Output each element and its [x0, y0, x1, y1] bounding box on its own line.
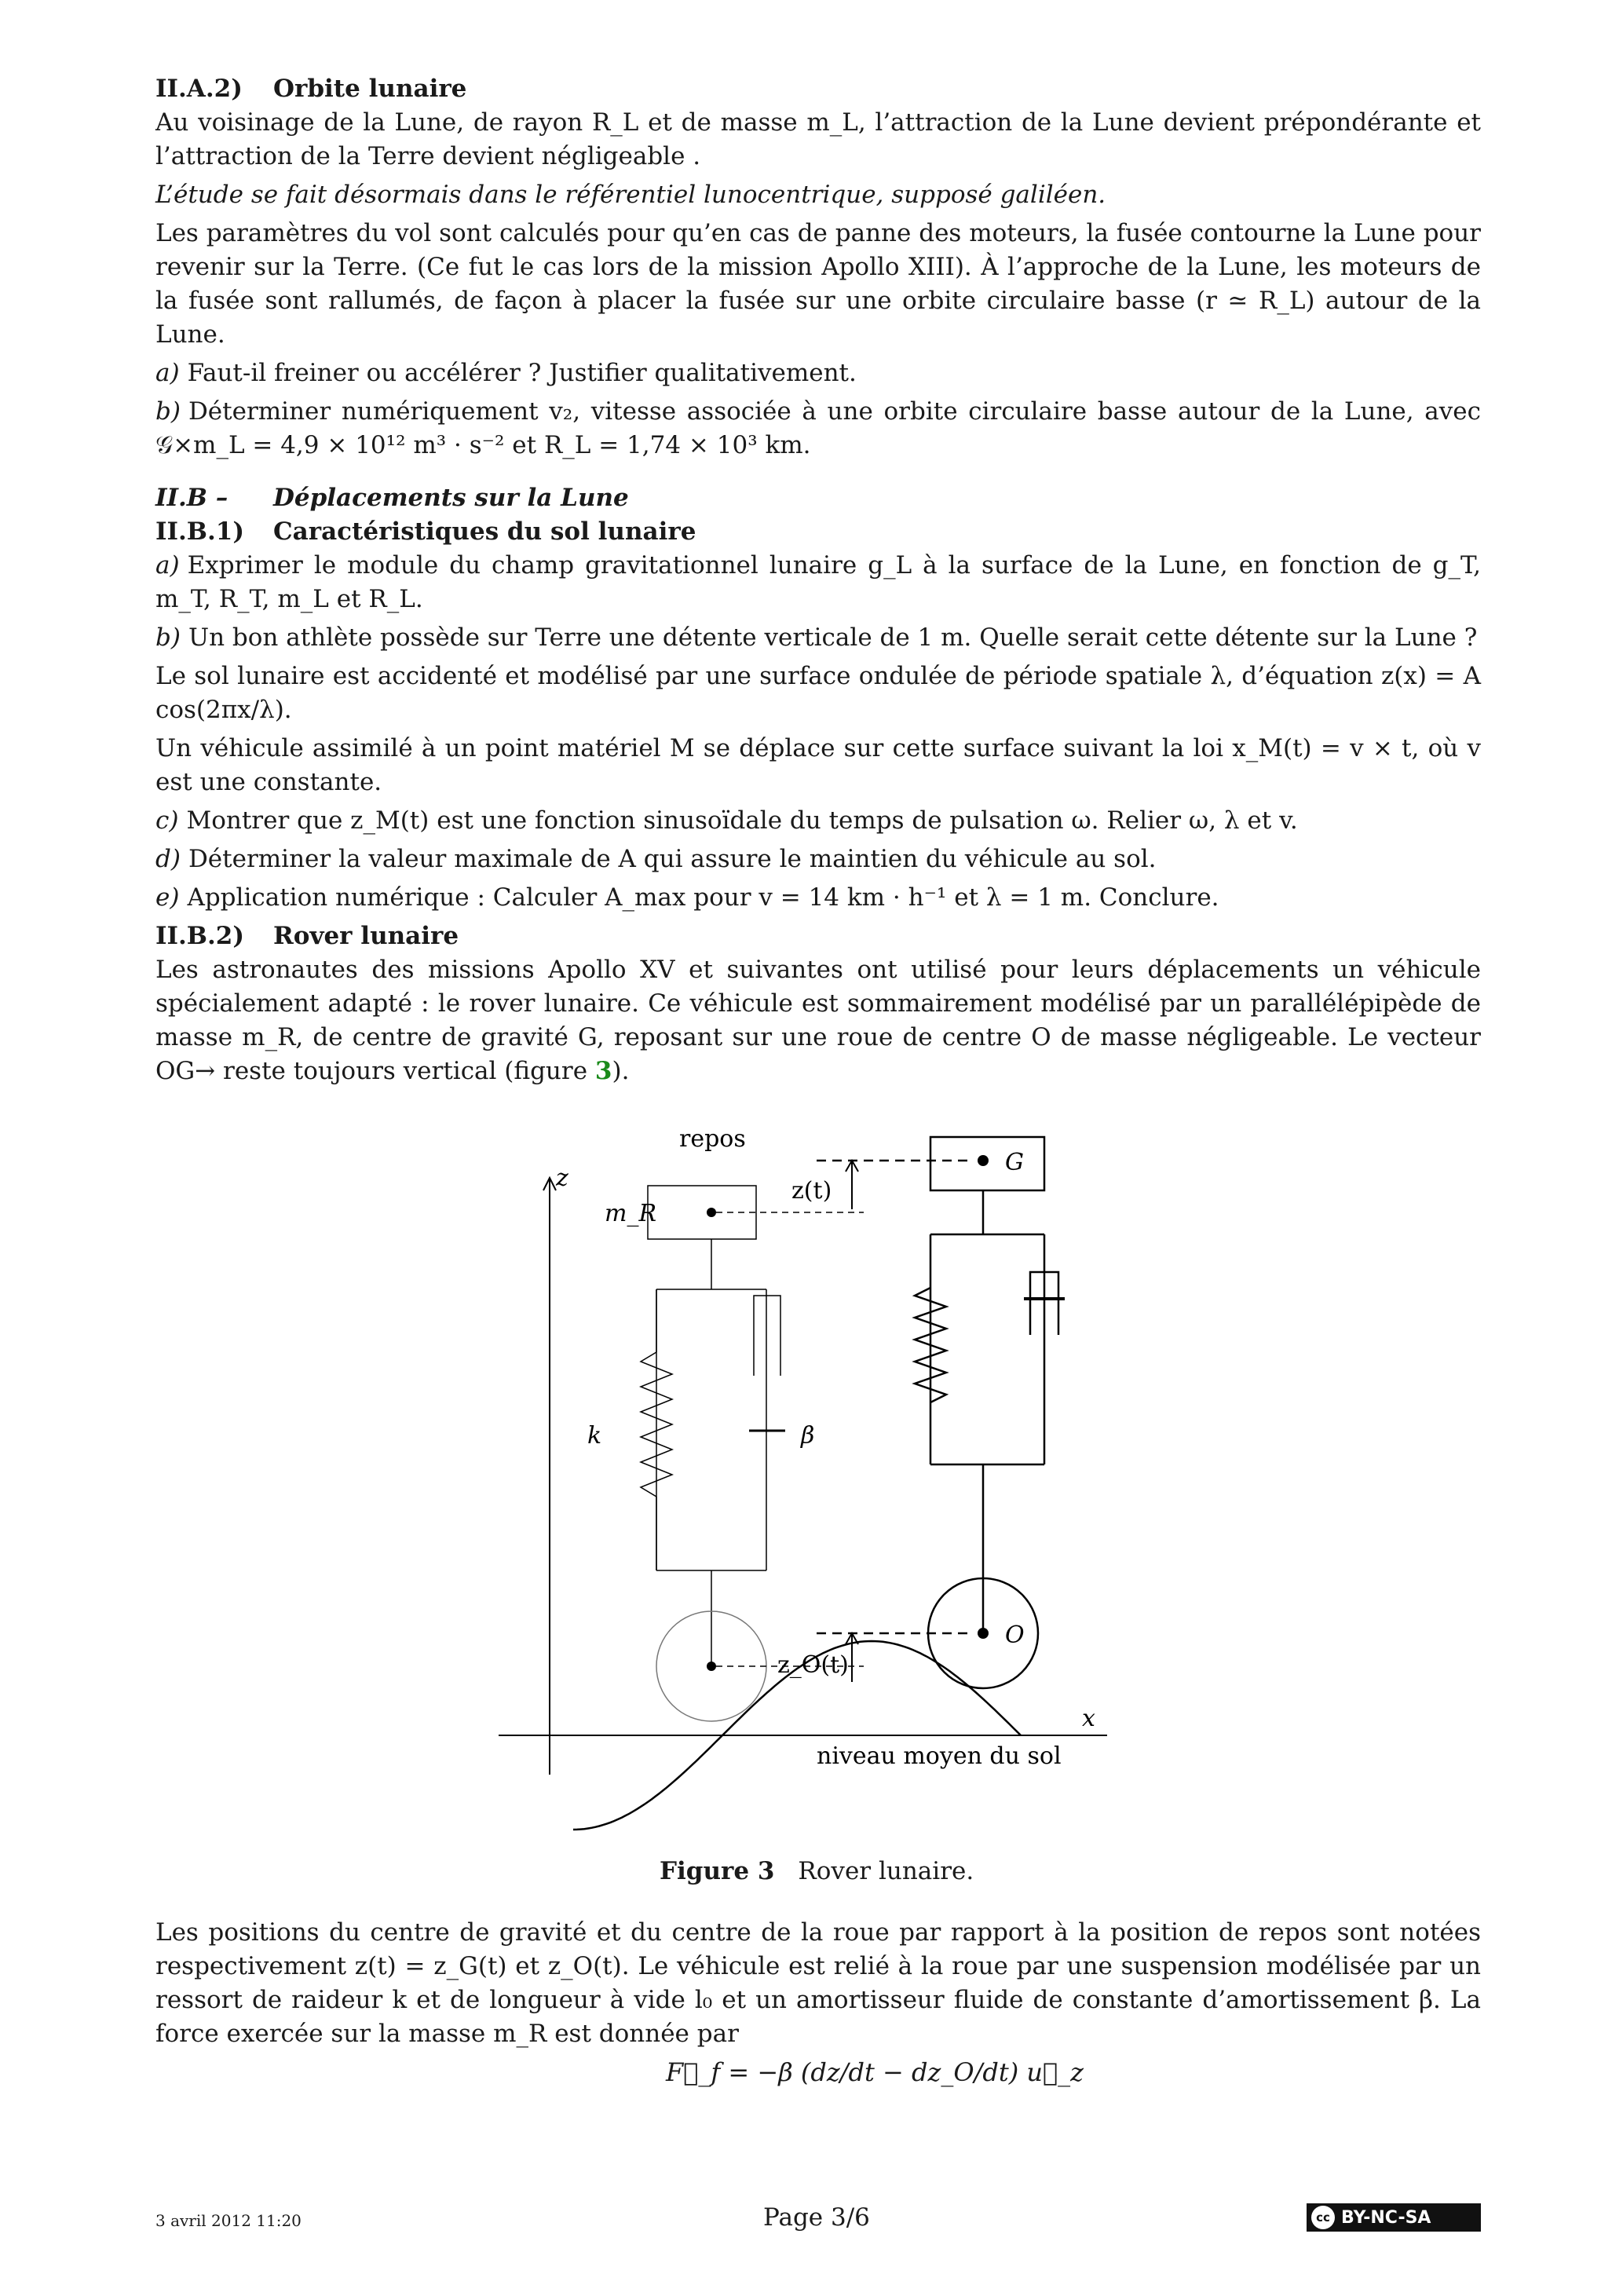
- damping-label: β: [801, 1422, 815, 1450]
- heading-II-B: [155, 481, 1481, 515]
- question-text: Application numérique : Calculer A_max pour v = 14 km · h⁻¹ et λ = 1 m. Conclure.: [187, 883, 1219, 912]
- paragraph: Les paramètres du vol sont calculés pour qu’en cas de panne des moteurs, la fusée contourne la Lune pour revenir sur la Terre. (Ce fut le cas lors de la mission Apollo XIII). À l’approche de la Lune, les moteurs de la fusée sont rallumés, de façon à placer la fusée sur une orbite circulaire basse (r ≃ R_L) autour de la Lune.: [155, 219, 1481, 349]
- rover-figure: [487, 1123, 1131, 1869]
- question-label: e): [155, 883, 180, 912]
- heading-title: Déplacements sur la Lune: [273, 484, 629, 512]
- repos-label: repos: [679, 1125, 746, 1153]
- figure-caption: [660, 1857, 974, 1885]
- paragraph: Au voisinage de la Lune, de rayon R_L et de masse m_L, l’attraction de la Lune devient prépondérante et l’attraction de la Terre devient négligeable .: [155, 108, 1481, 170]
- heading-II-B-1: [155, 515, 1481, 549]
- question-label: c): [155, 806, 179, 835]
- question-b1c: [155, 804, 1481, 838]
- G-point: [978, 1155, 989, 1166]
- question-b1d: [155, 843, 1481, 876]
- question-text: Déterminer numériquement v₂, vitesse associée à une orbite circulaire basse autour de la Lune, avec 𝒢×m_L = 4,9 × 10¹² m³ · s⁻² et R_L = 1,74 × 10³ km.: [155, 397, 1481, 459]
- rest-damper-cylinder: [754, 1296, 780, 1376]
- x-axis-label: x: [1082, 1705, 1095, 1732]
- question-text: Montrer que z_M(t) est une fonction sinusoïdale du temps de pulsation ω. Relier ω, λ et v.: [186, 806, 1298, 835]
- paragraph: Un véhicule assimilé à un point matériel M se déplace sur cette surface suivant la loi x_M(t) = v × t, où v est une constante.: [155, 734, 1481, 796]
- spring-constant-label: k: [587, 1422, 602, 1450]
- paragraph-text-end: ).: [612, 1057, 630, 1085]
- page-content-bottom: [155, 1916, 1481, 2056]
- page-content: [155, 72, 1481, 1093]
- heading-number: II.B.1): [155, 517, 245, 546]
- question-b1a: [155, 549, 1481, 616]
- footer-date: 3 avril 2012 11:20: [155, 2211, 302, 2230]
- cc-icon: cc: [1311, 2206, 1335, 2229]
- z-axis-label: z: [556, 1164, 568, 1192]
- question-b1b: [155, 621, 1481, 655]
- O-label: O: [1005, 1621, 1025, 1649]
- heading-title: Caractéristiques du sol lunaire: [273, 517, 696, 546]
- paragraph: Le sol lunaire est accidenté et modélisé par une surface ondulée de période spatiale λ, d’équation z(x) = A cos(2πx/λ).: [155, 662, 1481, 724]
- footer-page-number: Page 3/6: [763, 2203, 870, 2232]
- heading-title: Rover lunaire: [273, 922, 459, 950]
- G-label: G: [1005, 1149, 1024, 1176]
- question-label: a): [155, 551, 180, 579]
- paragraph: Les positions du centre de gravité et du centre de la roue par rapport à la position de repos sont notées respectivement z(t) = z_G(t) et z_O(t). Le véhicule est relié à la roue par une suspension modélisée par un ressort de raideur k et de longueur à vide l₀ et un amortisseur fluide de constante d’amortissement β. La force exercée sur la masse m_R est donnée par: [155, 1918, 1481, 2048]
- force-formula: F⃗_f = −β (dz/dt − dz_O/dt) u⃗_z: [666, 2057, 1084, 2087]
- question-label: b): [155, 397, 181, 426]
- license-label: BY-NC-SA: [1341, 2207, 1431, 2228]
- heading-II-B-2: [155, 919, 1481, 953]
- heading-number: II.A.2): [155, 75, 243, 103]
- question-label: d): [155, 845, 181, 873]
- heading-number: II.B.2): [155, 922, 245, 950]
- heading-number: II.B –: [155, 484, 228, 512]
- question-text: Un bon athlète possède sur Terre une détente verticale de 1 m. Quelle serait cette détente sur la Lune ?: [188, 623, 1478, 652]
- rest-wheel-center: [707, 1662, 716, 1671]
- mass-label: m_R: [605, 1200, 657, 1227]
- question-a: [155, 356, 1481, 390]
- question-text: Exprimer le module du champ gravitationnel lunaire g_L à la surface de la Lune, en fonction de g_T, m_T, R_T, m_L et R_L.: [155, 551, 1481, 613]
- paragraph-italic: L’étude se fait désormais dans le référentiel lunocentrique, supposé galiléen.: [155, 181, 1106, 209]
- question-b1e: [155, 881, 1481, 915]
- figure-caption-label: Figure 3: [660, 1857, 775, 1885]
- paragraph-text: Les astronautes des missions Apollo XV et suivantes ont utilisé pour leurs déplacements un véhicule spécialement adapté : le rover lunaire. Ce véhicule est sommairement modélisé par un parallélépipède de masse m_R, de centre de gravité G, reposant sur une roue de centre O de masse négligeable. Le vecteur OG→ reste toujours vertical (figure: [155, 956, 1481, 1085]
- question-label: b): [155, 623, 181, 652]
- question-text: Déterminer la valeur maximale de A qui assure le maintien du véhicule au sol.: [188, 845, 1157, 873]
- heading-II-A-2: [155, 72, 1481, 106]
- license-badge[interactable]: [1307, 2203, 1481, 2232]
- question-b: [155, 395, 1481, 462]
- z-t-label: z(t): [791, 1177, 832, 1205]
- ground-label: niveau moyen du sol: [817, 1742, 1062, 1770]
- zO-t-label: z_O(t): [777, 1651, 849, 1679]
- question-text: Faut-il freiner ou accélérer ? Justifier qualitativement.: [187, 359, 857, 387]
- paragraph: [155, 953, 1481, 1088]
- heading-title: Orbite lunaire: [273, 75, 467, 103]
- figure-reference-link[interactable]: 3: [594, 1057, 612, 1085]
- O-point: [978, 1628, 989, 1639]
- question-label: a): [155, 359, 180, 387]
- rest-mass-center: [707, 1208, 716, 1217]
- figure-caption-text: Rover lunaire.: [798, 1857, 974, 1885]
